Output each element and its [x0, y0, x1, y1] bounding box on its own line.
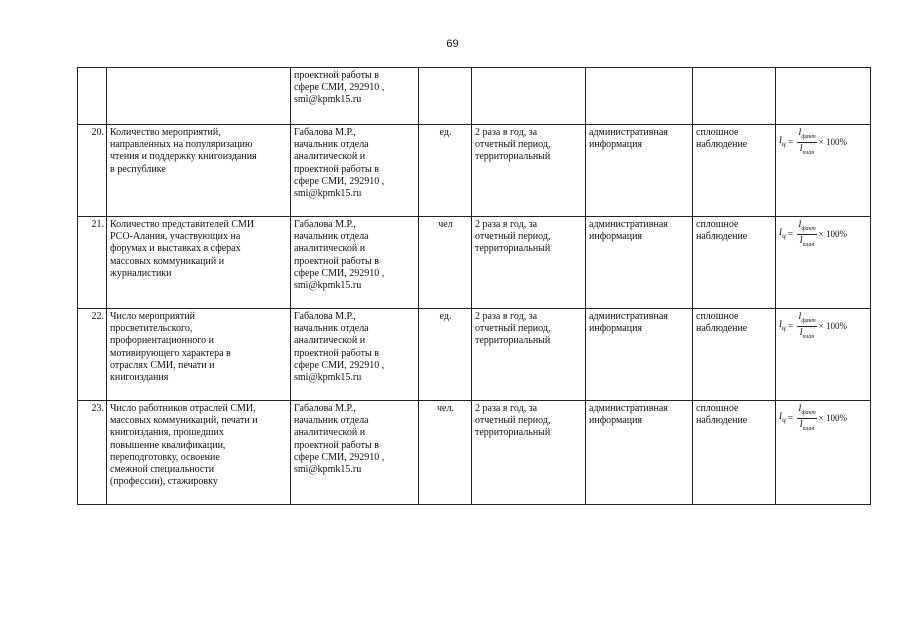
cell-indicator — [107, 125, 291, 217]
cell-method — [693, 309, 776, 401]
cell-method — [693, 217, 776, 309]
indicator-line: форумах и выставках в сферах — [110, 243, 241, 255]
method-line: сплошное — [696, 311, 739, 322]
cell-formula — [776, 401, 871, 505]
frequency-line: территориальный — [475, 243, 551, 255]
cell-formula — [776, 217, 871, 309]
formula-multiplier: × 100% — [818, 413, 847, 424]
responsible-line: проектной работы в — [294, 163, 379, 175]
cell-responsible — [291, 125, 419, 217]
formula: $I_ц$ = $\frac{I_{факт}}{I_{план}}$ × 100% — [779, 127, 847, 156]
formula: $I_ц$ = $\frac{I_{факт}}{I_{план}}$ × 100% — [779, 219, 847, 248]
cell-num: 22. — [78, 309, 107, 401]
formula-fraction — [797, 219, 816, 250]
responsible-line: аналитической и — [294, 427, 366, 439]
responsible-line: проектной работы в — [294, 347, 379, 359]
formula-multiplier: × 100% — [818, 321, 847, 332]
method-line: наблюдение — [696, 323, 748, 335]
formula-numerator: $I_{факт}$ — [797, 127, 816, 143]
indicator-line: направленных на популяризацию — [110, 139, 253, 151]
cell-source — [586, 217, 693, 309]
formula-multiplier: × 100% — [818, 137, 847, 148]
indicator-line: Количество мероприятий, — [110, 127, 221, 138]
formula-fraction — [797, 403, 816, 434]
method-line: сплошное — [696, 403, 739, 414]
formula: $I_ц$ = $\frac{I_{факт}}{I_{план}}$ × 100% — [779, 311, 847, 340]
cell-frequency — [472, 125, 586, 217]
responsible-line: сфере СМИ, 292910 , — [294, 267, 385, 279]
cell-frequency — [472, 309, 586, 401]
frequency-line: 2 раза в год, за — [475, 403, 538, 414]
responsible-line: Габалова М.Р., — [294, 219, 356, 230]
cell-frequency — [472, 401, 586, 505]
formula-denominator: $I_{план}$ — [799, 418, 815, 432]
cell-formula — [776, 68, 871, 125]
cell-responsible — [291, 217, 419, 309]
formula-lhs: $I_ц$ — [779, 319, 786, 333]
responsible-line: аналитической и — [294, 243, 366, 255]
cell-responsible — [291, 401, 419, 505]
frequency-line: отчетный период, — [475, 139, 551, 151]
responsible-line: smi@kpmk15.ru — [294, 464, 362, 476]
method-line: сплошное — [696, 219, 739, 230]
cell-unit: ед. — [419, 309, 472, 401]
formula-denominator: $I_{план}$ — [799, 142, 815, 156]
method-line: наблюдение — [696, 231, 748, 243]
cell-indicator — [107, 309, 291, 401]
indicator-line: (профессии), стажировку — [110, 476, 218, 488]
indicator-line: журналистики — [110, 267, 172, 279]
indicator-line: Количество представителей СМИ — [110, 219, 255, 230]
formula-lhs: $I_ц$ — [779, 135, 786, 149]
table-row — [78, 309, 871, 401]
cell-frequency — [472, 68, 586, 125]
cell-num: 23. — [78, 401, 107, 505]
responsible-line: начальник отдела — [294, 323, 369, 335]
cell-responsible — [291, 309, 419, 401]
responsible-line: сфере СМИ, 292910 , — [294, 451, 385, 463]
cell-source — [586, 68, 693, 125]
table-row — [78, 217, 871, 309]
responsible-line: аналитической и — [294, 151, 366, 163]
source-line: информация — [589, 231, 643, 243]
cell-indicator — [107, 68, 291, 125]
cell-indicator — [107, 217, 291, 309]
cell-num: 20. — [78, 125, 107, 217]
formula-numerator: $I_{факт}$ — [797, 403, 816, 419]
frequency-line: 2 раза в год, за — [475, 311, 538, 322]
formula-lhs: $I_ц$ — [779, 227, 786, 241]
source-line: административная — [589, 219, 668, 230]
indicator-line: Число мероприятий — [110, 311, 195, 322]
indicator-line: книгоиздания, прошедших — [110, 427, 224, 439]
frequency-line: отчетный период, — [475, 415, 551, 427]
source-line: информация — [589, 139, 643, 151]
cell-unit: чел — [419, 217, 472, 309]
cell-num: 21. — [78, 217, 107, 309]
indicator-line: РСО-Алания, участвующих на — [110, 231, 241, 243]
indicator-line: чтения и поддержку книгоиздания — [110, 151, 257, 163]
responsible-line: сфере СМИ, 292910 , — [294, 359, 385, 371]
cell-formula — [776, 309, 871, 401]
indicator-line: переподготовку, освоение — [110, 451, 220, 463]
cell-unit: чел. — [419, 401, 472, 505]
frequency-line: отчетный период, — [475, 323, 551, 335]
responsible-line: Габалова М.Р., — [294, 311, 356, 322]
formula-fraction — [797, 311, 816, 342]
frequency-line: территориальный — [475, 335, 551, 347]
cell-source — [586, 401, 693, 505]
source-line: информация — [589, 323, 643, 335]
responsible-line: Габалова М.Р., — [294, 403, 356, 414]
responsible-line: smi@kpmk15.ru — [294, 280, 362, 292]
responsible-line: smi@kpmk15.ru — [294, 188, 362, 200]
cell-method — [693, 125, 776, 217]
table-row — [78, 401, 871, 505]
frequency-line: территориальный — [475, 151, 551, 163]
cell-source — [586, 125, 693, 217]
formula-multiplier: × 100% — [818, 229, 847, 240]
indicator-line: профориентационного и — [110, 335, 215, 347]
indicator-line: повышение квалификации, — [110, 439, 226, 451]
responsible-line: smi@kpmk15.ru — [294, 94, 362, 106]
responsible-line: проектной работы в — [294, 255, 379, 267]
cell-indicator — [107, 401, 291, 505]
responsible-line: начальник отдела — [294, 139, 369, 151]
indicators-table — [77, 67, 871, 505]
responsible-line: сфере СМИ, 292910 , — [294, 82, 385, 94]
source-line: административная — [589, 311, 668, 322]
frequency-line: территориальный — [475, 427, 551, 439]
formula-fraction — [797, 127, 816, 158]
source-line: информация — [589, 415, 643, 427]
cell-method — [693, 68, 776, 125]
cell-unit — [419, 68, 472, 125]
formula-numerator: $I_{факт}$ — [797, 311, 816, 327]
source-line: административная — [589, 403, 668, 414]
responsible-line: проектной работы в — [294, 439, 379, 451]
responsible-line: аналитической и — [294, 335, 366, 347]
indicator-line: смежной специальности — [110, 464, 215, 476]
responsible-line: Габалова М.Р., — [294, 127, 356, 138]
table-row — [78, 125, 871, 217]
indicator-line: отраслях СМИ, печати и — [110, 359, 215, 371]
cell-method — [693, 401, 776, 505]
cell-num — [78, 68, 107, 125]
method-line: наблюдение — [696, 415, 748, 427]
cell-frequency — [472, 217, 586, 309]
indicator-line: просветительского, — [110, 323, 193, 335]
indicator-line: массовых коммуникаций, печати и — [110, 415, 258, 427]
table-row-continuation — [78, 68, 871, 125]
responsible-line: начальник отдела — [294, 415, 369, 427]
frequency-line: 2 раза в год, за — [475, 219, 538, 230]
method-line: наблюдение — [696, 139, 748, 151]
formula-lhs: $I_ц$ — [779, 411, 786, 425]
indicator-line: мотивирующего характера в — [110, 347, 231, 359]
source-line: административная — [589, 127, 668, 138]
responsible-line: сфере СМИ, 292910 , — [294, 175, 385, 187]
cell-responsible — [291, 68, 419, 125]
responsible-line: проектной работы в — [294, 70, 379, 81]
responsible-line: начальник отдела — [294, 231, 369, 243]
responsible-line: smi@kpmk15.ru — [294, 372, 362, 384]
method-line: сплошное — [696, 127, 739, 138]
page-number: 69 — [446, 38, 459, 50]
formula: $I_ц$ = $\frac{I_{факт}}{I_{план}}$ × 100% — [779, 403, 847, 432]
indicator-line: Число работников отраслей СМИ, — [110, 403, 256, 414]
cell-source — [586, 309, 693, 401]
frequency-line: отчетный период, — [475, 231, 551, 243]
indicator-line: массовых коммуникаций и — [110, 255, 225, 267]
formula-denominator: $I_{план}$ — [799, 326, 815, 340]
indicator-line: книгоиздания — [110, 372, 169, 384]
frequency-line: 2 раза в год, за — [475, 127, 538, 138]
cell-formula — [776, 125, 871, 217]
indicator-line: в республике — [110, 163, 166, 175]
cell-unit: ед. — [419, 125, 472, 217]
formula-denominator: $I_{план}$ — [799, 234, 815, 248]
formula-numerator: $I_{факт}$ — [797, 219, 816, 235]
